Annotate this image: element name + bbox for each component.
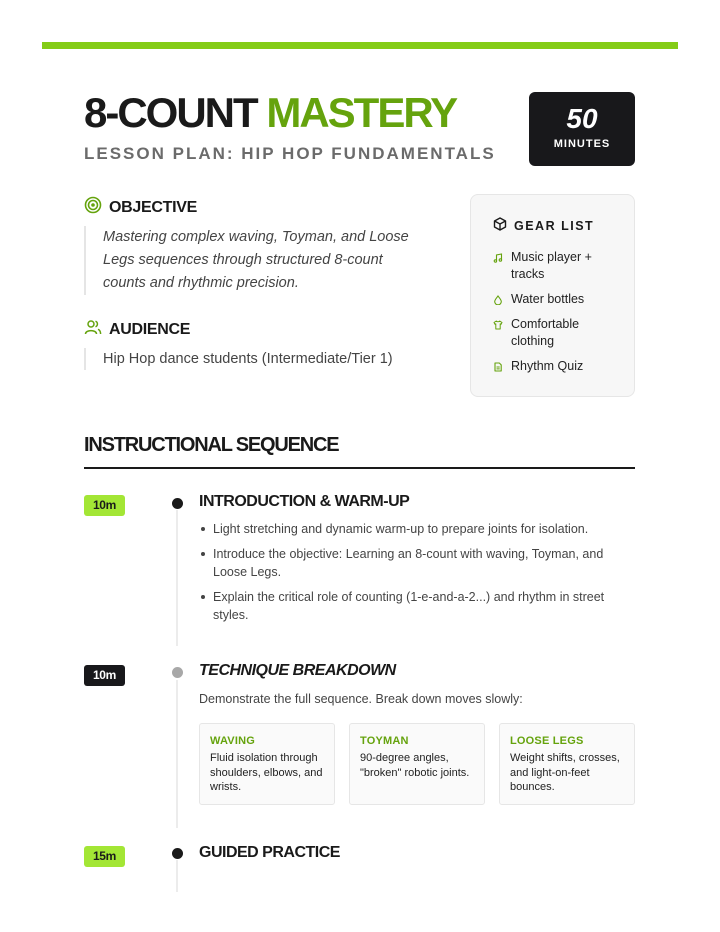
title-main: 8-COUNT — [84, 89, 267, 136]
music-note-icon — [493, 249, 503, 268]
gear-item — [493, 291, 623, 310]
technique-card-body: Weight shifts, crosses, and light-on-feet bounces. — [510, 752, 620, 793]
box-icon — [493, 217, 507, 234]
duration-unit: MINUTES — [553, 138, 611, 150]
objective-text: Mastering complex waving, Toyman, and Loose Legs sequences through structured 8-count counts and rhythmic precision. — [84, 226, 424, 295]
gear-list-card — [470, 194, 635, 397]
step-title: TECHNIQUE BREAKDOWN — [199, 662, 396, 679]
audience-text: Hip Hop dance students (Intermediate/Tier 1) — [84, 348, 424, 370]
gear-list-heading — [493, 217, 594, 234]
water-drop-icon — [493, 291, 503, 310]
step-bullet-list — [199, 520, 639, 631]
technique-card — [349, 723, 485, 805]
timeline-connector — [176, 680, 178, 828]
sequence-heading: INSTRUCTIONAL SEQUENCE — [84, 434, 339, 456]
objective-heading-label: OBJECTIVE — [109, 198, 197, 216]
timeline-connector — [176, 510, 178, 646]
timeline-connector — [176, 860, 178, 892]
gear-item — [493, 358, 623, 377]
step-title: INTRODUCTION & WARM-UP — [199, 493, 410, 510]
document-icon — [493, 358, 503, 377]
duration-value: 50 — [566, 103, 598, 134]
technique-card-title: WAVING — [210, 735, 255, 747]
gear-item-label: Water bottles — [511, 292, 585, 306]
timeline-dot — [172, 848, 183, 859]
users-icon — [84, 318, 102, 341]
technique-card — [199, 723, 335, 805]
technique-card-title: TOYMAN — [360, 735, 409, 747]
timeline-dot — [172, 498, 183, 509]
gear-item-label: Music player + tracks — [511, 250, 592, 281]
step-time-badge: 15m — [84, 846, 125, 867]
step-title: GUIDED PRACTICE — [199, 844, 340, 861]
technique-card — [499, 723, 635, 805]
gear-list-heading-label: GEAR LIST — [514, 218, 595, 233]
top-accent-bar — [42, 42, 678, 49]
gear-item-label: Rhythm Quiz — [511, 359, 584, 373]
gear-item-label: Comfortable clothing — [511, 317, 580, 348]
sequence-divider — [84, 467, 635, 469]
step-time-badge: 10m — [84, 495, 125, 516]
page-title — [84, 90, 456, 136]
step-time-badge: 10m — [84, 665, 125, 686]
duration-badge — [529, 92, 635, 166]
technique-card-body: 90-degree angles, "broken" robotic joints. — [360, 752, 470, 779]
audience-heading-label: AUDIENCE — [109, 320, 191, 338]
list-item: Light stretching and dynamic warm-up to prepare joints for isolation. — [199, 520, 639, 538]
shirt-icon — [493, 316, 503, 335]
gear-item — [493, 316, 623, 350]
list-item: Explain the critical role of counting (1-e-and-a-2...) and rhythm in street styles. — [199, 588, 639, 624]
list-item: Introduce the objective: Learning an 8-count with waving, Toyman, and Loose Legs. — [199, 545, 639, 581]
timeline-dot — [172, 667, 183, 678]
technique-card-body: Fluid isolation through shoulders, elbows, and wrists. — [210, 752, 323, 793]
objective-heading — [84, 196, 197, 219]
target-icon — [84, 196, 102, 219]
title-accent: MASTERY — [266, 89, 457, 136]
technique-card-title: LOOSE LEGS — [510, 735, 584, 747]
page-subtitle: LESSON PLAN: HIP HOP FUNDAMENTALS — [84, 144, 496, 163]
gear-item — [493, 249, 623, 283]
step-description: Demonstrate the full sequence. Break down moves slowly: — [199, 692, 523, 706]
audience-heading — [84, 318, 190, 341]
